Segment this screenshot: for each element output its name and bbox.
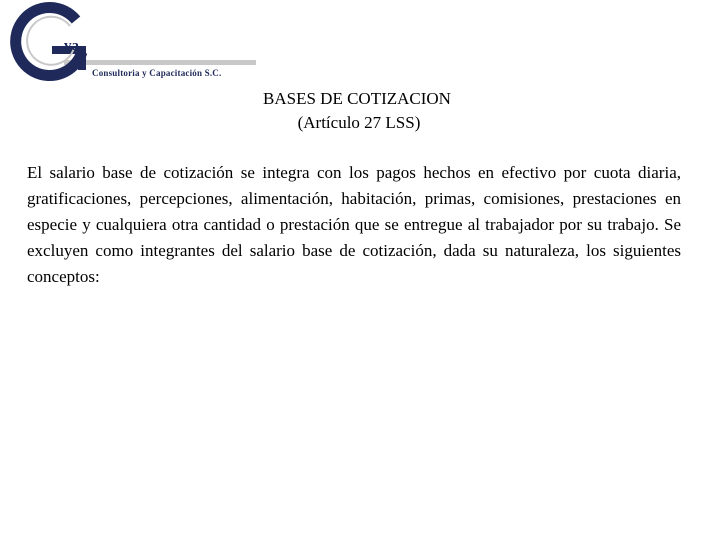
logo-letters: va	[64, 38, 79, 54]
document-subtitle: (Artículo 27 LSS)	[297, 113, 421, 132]
logo-tagline: Consultoria y Capacitación S.C.	[92, 68, 222, 78]
company-logo	[4, 2, 260, 82]
document-body: El salario base de cotización se integra con los pagos hechos en efectivo por cuota diaria, gratificaciones, percepciones, alimentación, habitación, primas, comisiones, prestaciones en especie y cualquiera otra cantidad o prestación que se entregue al trabajador por su trabajo. Se excluyen como integrantes del salario base de cotización, dada su naturaleza, los siguientes conceptos:	[27, 163, 681, 286]
document-title: BASES DE COTIZACION	[263, 89, 451, 108]
